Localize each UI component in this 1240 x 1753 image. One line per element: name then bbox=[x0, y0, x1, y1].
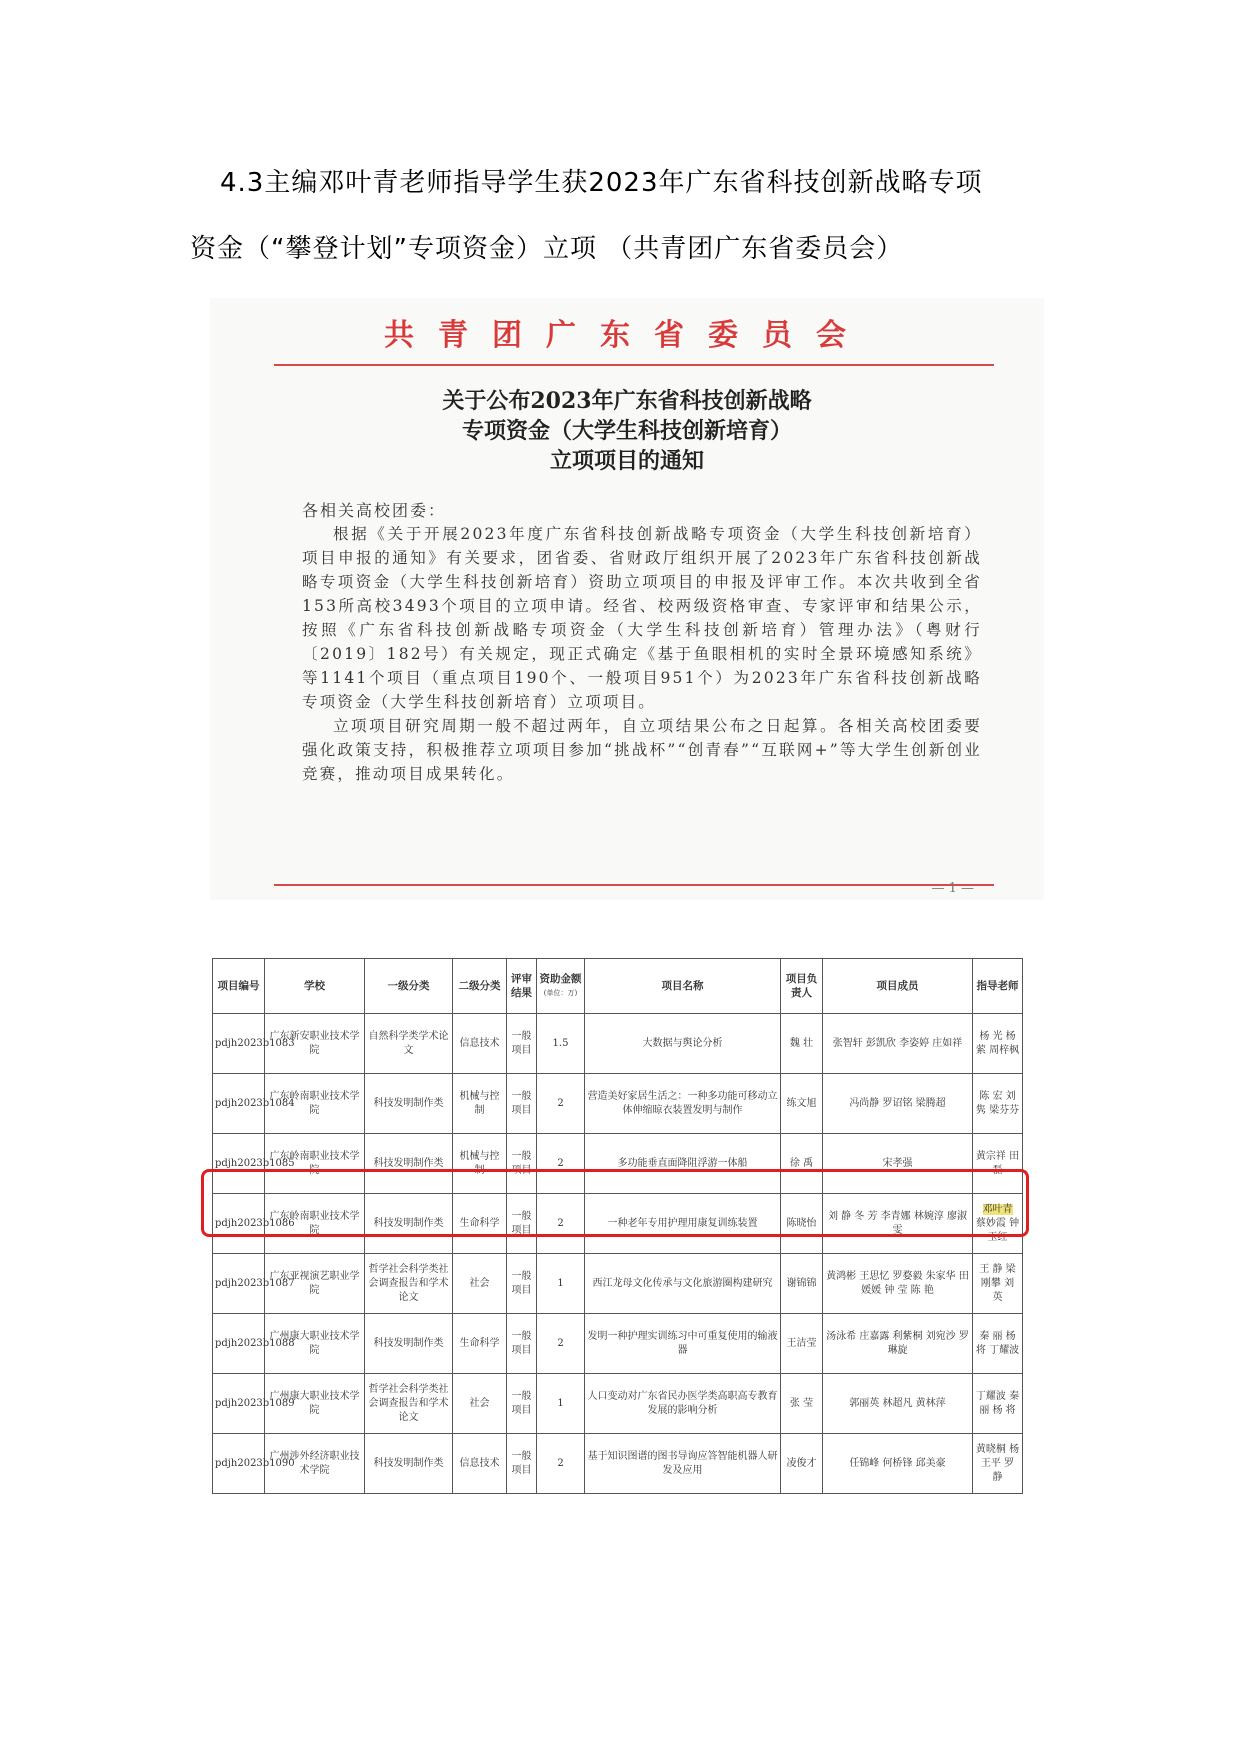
header-review: 评审结果 bbox=[507, 959, 537, 1014]
cell-name: 大数据与舆论分析 bbox=[585, 1014, 781, 1074]
notice-body bbox=[302, 522, 982, 786]
cell-school: 广东亚视演艺职业学院 bbox=[265, 1254, 365, 1314]
cell-id: pdjh2023b1085 bbox=[213, 1134, 265, 1194]
cell-teachers: 王 静 梁刚攀 刘 英 bbox=[973, 1254, 1023, 1314]
cell-cat1: 科技发明制作类 bbox=[365, 1194, 453, 1254]
cell-school: 广州康大职业技术学院 bbox=[265, 1314, 365, 1374]
table-row bbox=[213, 1434, 1023, 1494]
cell-id: pdjh2023b1083 bbox=[213, 1014, 265, 1074]
cell-teachers: 秦 丽 杨 将 丁耀波 bbox=[973, 1314, 1023, 1374]
notice-paragraph: 立项项目研究周期一般不超过两年，自立项结果公布之日起算。各相关高校团委要强化政策支持，积极推荐立项项目参加“挑战杯”“创青春”“互联网+”等大学生创新创业竞赛，推动项目成果转化。 bbox=[302, 717, 982, 783]
notice-red-rule-bottom bbox=[274, 884, 994, 886]
table-header-row bbox=[213, 959, 1023, 1014]
cell-name: 人口变动对广东省民办医学类高职高专教育发展的影响分析 bbox=[585, 1374, 781, 1434]
caption bbox=[190, 150, 1070, 282]
cell-cat2: 生命科学 bbox=[453, 1194, 507, 1254]
cell-leader: 张 莹 bbox=[781, 1374, 823, 1434]
cell-teachers: 丁耀波 秦 丽 杨 将 bbox=[973, 1374, 1023, 1434]
notice-paragraph: 根据《关于开展2023年度广东省科技创新战略专项资金（大学生科技创新培育）项目申报的通知》有关要求，团省委、省财政厅组织开展了2023年广东省科技创新战略专项资金（大学生科技创新培育）资助立项项目的申报及评审工作。本次共收到全省153所高校3493个项目的立项申请。经省、校两级资格审查、专家评审和结果公示，按照《广东省科技创新战略专项资金（大学生科技创新培育）管理办法》（粤财行〔2019〕182号）有关规定，现正式确定《基于鱼眼相机的实时全景环境感知系统》等1141个项目（重点项目190个、一般项目951个）为2023年广东省科技创新战略专项资金（大学生科技创新培育）立项项目。 bbox=[302, 525, 982, 711]
cell-teachers: 陈 宏 刘 隽 梁芬芬 bbox=[973, 1074, 1023, 1134]
cell-school: 广东岭南职业技术学院 bbox=[265, 1134, 365, 1194]
cell-amount: 2 bbox=[537, 1074, 585, 1134]
cell-amount: 1.5 bbox=[537, 1014, 585, 1074]
cell-amount: 1 bbox=[537, 1374, 585, 1434]
cell-review: 一般项目 bbox=[507, 1134, 537, 1194]
cell-members: 冯尚静 罗诏铭 梁腾超 bbox=[823, 1074, 973, 1134]
cell-cat1: 科技发明制作类 bbox=[365, 1074, 453, 1134]
cell-name: 基于知识图谱的图书导询应答智能机器人研发及应用 bbox=[585, 1434, 781, 1494]
notice-title bbox=[210, 386, 1044, 476]
caption-line-1: 4.3主编邓叶青老师指导学生获2023年广东省科技创新战略专项 bbox=[220, 168, 983, 198]
cell-teachers: 杨 光 杨 萦 周梓枫 bbox=[973, 1014, 1023, 1074]
cell-name: 发明一种护理实训练习中可重复使用的输液器 bbox=[585, 1314, 781, 1374]
notice-salutation: 各相关高校团委： bbox=[302, 501, 447, 520]
cell-review: 一般项目 bbox=[507, 1434, 537, 1494]
cell-review: 一般项目 bbox=[507, 1314, 537, 1374]
table-row bbox=[213, 1074, 1023, 1134]
cell-members: 汤泳希 庄嘉露 利紫桐 刘宛沙 罗琳旋 bbox=[823, 1314, 973, 1374]
cell-leader: 练文旭 bbox=[781, 1074, 823, 1134]
cell-leader: 魏 壮 bbox=[781, 1014, 823, 1074]
cell-school: 广东岭南职业技术学院 bbox=[265, 1194, 365, 1254]
cell-leader: 谢锦锦 bbox=[781, 1254, 823, 1314]
cell-cat2: 社会 bbox=[453, 1374, 507, 1434]
header-amount-label: 资助金额 bbox=[539, 973, 582, 985]
cell-review: 一般项目 bbox=[507, 1074, 537, 1134]
cell-name: 多功能垂直面降阻浮游一体船 bbox=[585, 1134, 781, 1194]
cell-name: 营造美好家居生活之：一种多功能可移动立体伸缩晾衣装置发明与制作 bbox=[585, 1074, 781, 1134]
cell-id: pdjh2023b1084 bbox=[213, 1074, 265, 1134]
cell-cat2: 生命科学 bbox=[453, 1314, 507, 1374]
cell-teachers: 黄宗祥 田 磊 bbox=[973, 1134, 1023, 1194]
cell-amount: 2 bbox=[537, 1434, 585, 1494]
cell-cat1: 科技发明制作类 bbox=[365, 1434, 453, 1494]
header-cat2: 二级分类 bbox=[453, 959, 507, 1014]
cell-members: 刘 静 冬 芳 李青娜 林婉淳 廖淑雯 bbox=[823, 1194, 973, 1254]
cell-review: 一般项目 bbox=[507, 1374, 537, 1434]
cell-leader: 凌俊才 bbox=[781, 1434, 823, 1494]
cell-leader: 王洁莹 bbox=[781, 1314, 823, 1374]
table-row bbox=[213, 1314, 1023, 1374]
cell-id: pdjh2023b1087 bbox=[213, 1254, 265, 1314]
cell-id: pdjh2023b1090 bbox=[213, 1434, 265, 1494]
header-id: 项目编号 bbox=[213, 959, 265, 1014]
notice-page-number: — 1 — bbox=[931, 881, 974, 896]
notice-title-line: 立项项目的通知 bbox=[549, 448, 704, 474]
cell-amount: 2 bbox=[537, 1314, 585, 1374]
cell-cat2: 信息技术 bbox=[453, 1434, 507, 1494]
cell-amount: 2 bbox=[537, 1194, 585, 1254]
cell-members: 宋孝强 bbox=[823, 1134, 973, 1194]
table-row bbox=[213, 1014, 1023, 1074]
cell-cat2: 机械与控制 bbox=[453, 1134, 507, 1194]
cell-members: 任锦峰 何桥锋 邱美豪 bbox=[823, 1434, 973, 1494]
cell-id: pdjh2023b1086 bbox=[213, 1194, 265, 1254]
header-cat1: 一级分类 bbox=[365, 959, 453, 1014]
other-teachers: 蔡妙霞 钟玉红 bbox=[975, 1217, 1020, 1243]
cell-leader: 陈晓怡 bbox=[781, 1194, 823, 1254]
cell-cat2: 信息技术 bbox=[453, 1014, 507, 1074]
header-members: 项目成员 bbox=[823, 959, 973, 1014]
cell-school: 广州涉外经济职业技术学院 bbox=[265, 1434, 365, 1494]
cell-review: 一般项目 bbox=[507, 1254, 537, 1314]
cell-school: 广东岭南职业技术学院 bbox=[265, 1074, 365, 1134]
cell-amount: 2 bbox=[537, 1134, 585, 1194]
table-row bbox=[213, 1374, 1023, 1434]
notice-scan bbox=[210, 298, 1044, 900]
cell-cat1: 哲学社会科学类社会调查报告和学术论文 bbox=[365, 1254, 453, 1314]
header-teachers: 指导老师 bbox=[973, 959, 1023, 1014]
cell-teachers: 黄晓桐 杨王平 罗 静 bbox=[973, 1434, 1023, 1494]
cell-review: 一般项目 bbox=[507, 1194, 537, 1254]
cell-school: 广州康大职业技术学院 bbox=[265, 1374, 365, 1434]
header-amount bbox=[537, 959, 585, 1014]
cell-leader: 徐 禹 bbox=[781, 1134, 823, 1194]
header-school: 学校 bbox=[265, 959, 365, 1014]
cell-cat2: 社会 bbox=[453, 1254, 507, 1314]
caption-line-2: 资金（“攀登计划”专项资金）立项 （共青团广东省委员会） bbox=[190, 234, 904, 264]
cell-cat1: 自然科学类学术论文 bbox=[365, 1014, 453, 1074]
header-leader: 项目负责人 bbox=[781, 959, 823, 1014]
highlighted-teacher: 邓叶青 bbox=[982, 1203, 1013, 1215]
cell-cat1: 哲学社会科学类社会调查报告和学术论文 bbox=[365, 1374, 453, 1434]
header-amount-unit: (单位：万) bbox=[543, 989, 578, 997]
cell-cat1: 科技发明制作类 bbox=[365, 1314, 453, 1374]
notice-title-line: 关于公布2023年广东省科技创新战略 bbox=[442, 388, 812, 414]
highlight-box bbox=[201, 1169, 1029, 1237]
cell-school: 广东新安职业技术学院 bbox=[265, 1014, 365, 1074]
cell-name: 西江龙母文化传承与文化旅游圈构建研究 bbox=[585, 1254, 781, 1314]
cell-members: 郭丽英 林超凡 黄林萍 bbox=[823, 1374, 973, 1434]
cell-members: 张智轩 彭凯欣 李姿婷 庄如祥 bbox=[823, 1014, 973, 1074]
cell-cat2: 机械与控制 bbox=[453, 1074, 507, 1134]
notice-header: 共青团广东省委员会 bbox=[384, 318, 870, 353]
notice-red-rule-top bbox=[274, 364, 994, 366]
cell-members: 黄鸿彬 王思忆 罗婺毅 朱家华 田媛媛 钟 莹 陈 艳 bbox=[823, 1254, 973, 1314]
table-row bbox=[213, 1254, 1023, 1314]
cell-id: pdjh2023b1089 bbox=[213, 1374, 265, 1434]
cell-cat1: 科技发明制作类 bbox=[365, 1134, 453, 1194]
cell-amount: 1 bbox=[537, 1254, 585, 1314]
header-name: 项目名称 bbox=[585, 959, 781, 1014]
cell-review: 一般项目 bbox=[507, 1014, 537, 1074]
notice-title-line: 专项资金（大学生科技创新培育） bbox=[461, 418, 792, 444]
cell-name: 一种老年专用护理用康复训练装置 bbox=[585, 1194, 781, 1254]
cell-id: pdjh2023b1088 bbox=[213, 1314, 265, 1374]
